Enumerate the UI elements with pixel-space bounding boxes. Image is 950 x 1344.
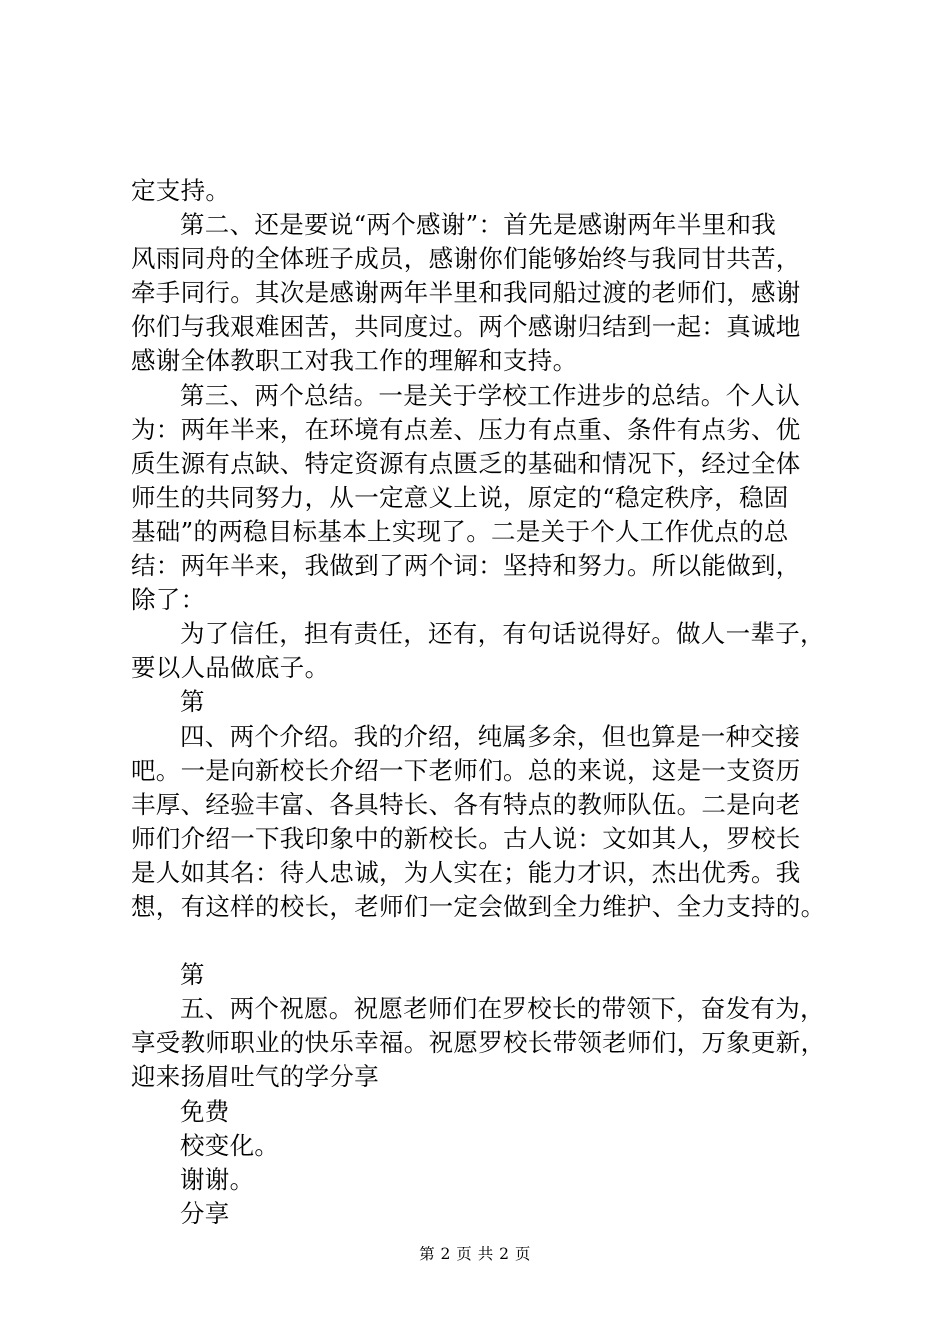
text-line: 迎来扬眉吐气的学分享 — [131, 1062, 379, 1092]
page-number-footer: 第 2 页 共 2 页 — [419, 1245, 531, 1263]
text-line: 要以人品做底子。 — [131, 653, 330, 683]
text-line: 你们与我艰难困苦，共同度过。两个感谢归结到一起：真诚地 — [131, 312, 801, 342]
text-line: 师们介绍一下我印象中的新校长。古人说：文如其人，罗校长 — [131, 823, 801, 853]
text-line: 风雨同舟的全体班子成员，感谢你们能够始终与我同甘共苦， — [131, 244, 801, 274]
text-line: 为了信任，担有责任，还有，有句话说得好。做人一辈子， — [180, 619, 825, 649]
text-line: 牵手同行。其次是感谢两年半里和我同船过渡的老师们，感谢 — [131, 278, 801, 308]
text-line: 除了： — [131, 585, 206, 615]
blank-line — [131, 924, 851, 958]
text-line: 免费 — [180, 1096, 230, 1126]
text-line: 吧。一是向新校长介绍一下老师们。总的来说，这是一支资历 — [131, 755, 801, 785]
text-line: 师生的共同努力，从一定意义上说，原定的“稳定秩序，稳固 — [131, 482, 789, 512]
text-line: 第二、还是要说“两个感谢”：首先是感谢两年半里和我 — [180, 210, 777, 240]
text-line: 第 — [180, 960, 205, 990]
text-line: 结：两年半来，我做到了两个词：坚持和努力。所以能做到， — [131, 551, 801, 581]
text-line: 丰厚、经验丰富、各具特长、各有特点的教师队伍。二是向老 — [131, 789, 801, 819]
text-line: 享受教师职业的快乐幸福。祝愿罗校长带领老师们，万象更新， — [131, 1028, 826, 1058]
text-line: 第 — [180, 687, 205, 717]
text-line: 质生源有点缺、特定资源有点匮乏的基础和情况下，经过全体 — [131, 448, 801, 478]
text-line: 是人如其名：待人忠诚，为人实在；能力才识，杰出优秀。我 — [131, 857, 801, 887]
document-body — [131, 174, 851, 1231]
text-line: 定支持。 — [131, 176, 231, 205]
text-line: 四、两个介绍。我的介绍，纯属多余，但也算是一种交接 — [180, 721, 800, 751]
text-line: 感谢全体教职工对我工作的理解和支持。 — [131, 346, 578, 376]
text-line: 想，有这样的校长，老师们一定会做到全力维护、全力支持的。 — [131, 891, 826, 921]
text-line: 谢谢。 — [180, 1164, 255, 1194]
text-line: 第三、两个总结。一是关于学校工作进步的总结。个人认 — [180, 380, 800, 410]
text-line: 分享 — [180, 1198, 230, 1228]
text-line: 五、两个祝愿。祝愿老师们在罗校长的带领下，奋发有为， — [180, 994, 825, 1024]
text-line: 校变化。 — [180, 1130, 280, 1160]
text-line: 基础”的两稳目标基本上实现了。二是关于个人工作优点的总 — [131, 516, 789, 546]
text-line: 为：两年半来，在环境有点差、压力有点重、条件有点劣、优 — [131, 414, 801, 444]
